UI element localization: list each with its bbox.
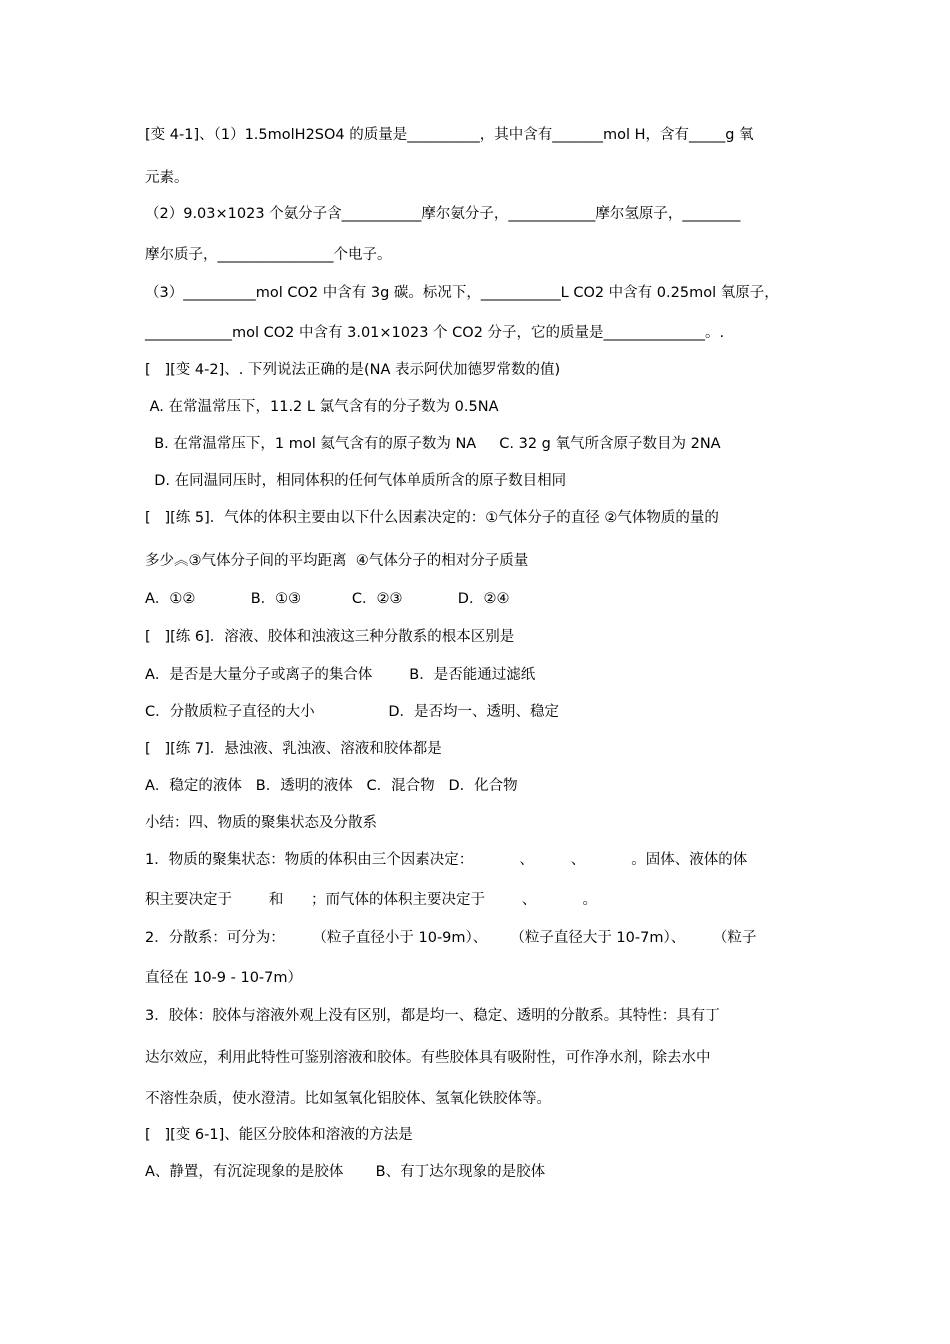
text-line: A. 在常温常压下，11.2 L 氯气含有的分子数为 0.5NA — [145, 399, 499, 415]
text-line: ____________mol CO2 中含有 3.01×1023 个 CO2 分子，它的质量是______________。. — [145, 325, 725, 341]
text-line: 3．胶体：胶体与溶液外观上没有区别，都是均一、稳定、透明的分散系。其特性：具有丁 — [145, 1008, 720, 1024]
text-line: 2．分散系：可分为： （粒子直径小于 10-9m）、 （粒子直径大于 10-7m）、 （粒子 — [145, 930, 757, 946]
text-line: A．①② B．①③ C．②③ D．②④ — [145, 591, 510, 607]
text-line: [ ][练 5]．气体的体积主要由以下什么因素决定的：①气体分子的直径 ②气体物质的量的 — [145, 510, 719, 526]
text-line: 不溶性杂质，使水澄清。比如氢氧化铝胶体、氢氧化铁胶体等。 — [145, 1091, 551, 1107]
text-line: （2）9.03×1023 个氨分子含___________摩尔氨分子，____________摩尔氢原子，________ — [145, 206, 741, 222]
text-line: 1．物质的聚集状态：物质的体积由三个因素决定： 、 、 。固体、液体的体 — [145, 852, 748, 868]
text-line: [ ][变 6-1]、能区分胶体和溶液的方法是 — [145, 1127, 413, 1143]
text-line: A．是否是大量分子或离子的集合体 B．是否能通过滤纸 — [145, 667, 536, 683]
text-line: A、静置，有沉淀现象的是胶体 B、有丁达尔现象的是胶体 — [145, 1164, 546, 1180]
text-line: D. 在同温同压时，相同体积的任何气体单质所含的原子数目相同 — [145, 473, 567, 489]
text-line: 摩尔质子，________________个电子。 — [145, 247, 392, 263]
text-line: （3）__________mol CO2 中含有 3g 碳。标况下，___________L CO2 中含有 0.25mol 氧原子， — [145, 285, 779, 301]
text-line: [变 4-1]、（1）1.5molH2SO4 的质量是__________，其中含有_______mol H，含有_____g 氧 — [145, 127, 754, 143]
text-line: 元素。 — [145, 170, 189, 186]
text-line: A．稳定的液体 B．透明的液体 C．混合物 D．化合物 — [145, 778, 518, 794]
text-line: 直径在 10-9 - 10-7m） — [145, 970, 303, 986]
text-line: 小结：四、物质的聚集状态及分散系 — [145, 815, 377, 831]
text-line: [ ][练 6]．溶液、胶体和浊液这三种分散系的根本区别是 — [145, 629, 515, 645]
text-line: 达尔效应，利用此特性可鉴别溶液和胶体。有些胶体具有吸附性，可作净水剂，除去水中 — [145, 1050, 711, 1066]
text-line: C．分散质粒子直径的大小 D．是否均一、透明、稳定 — [145, 704, 560, 720]
text-line: 积主要决定于 和 ；而气体的体积主要决定于 、 。 — [145, 892, 597, 908]
text-line: [ ][变 4-2]、. 下列说法正确的是(NA 表示阿伏加德罗常数的值) — [145, 362, 561, 378]
text-line: 多少︽③气体分子间的平均距离 ④气体分子的相对分子质量 — [145, 553, 529, 569]
text-line: B. 在常温常压下，1 mol 氦气含有的原子数为 NA C. 32 g 氧气所含原子数目为 2NA — [145, 436, 721, 452]
text-line: [ ][练 7]．悬浊液、乳浊液、溶液和胶体都是 — [145, 741, 442, 757]
